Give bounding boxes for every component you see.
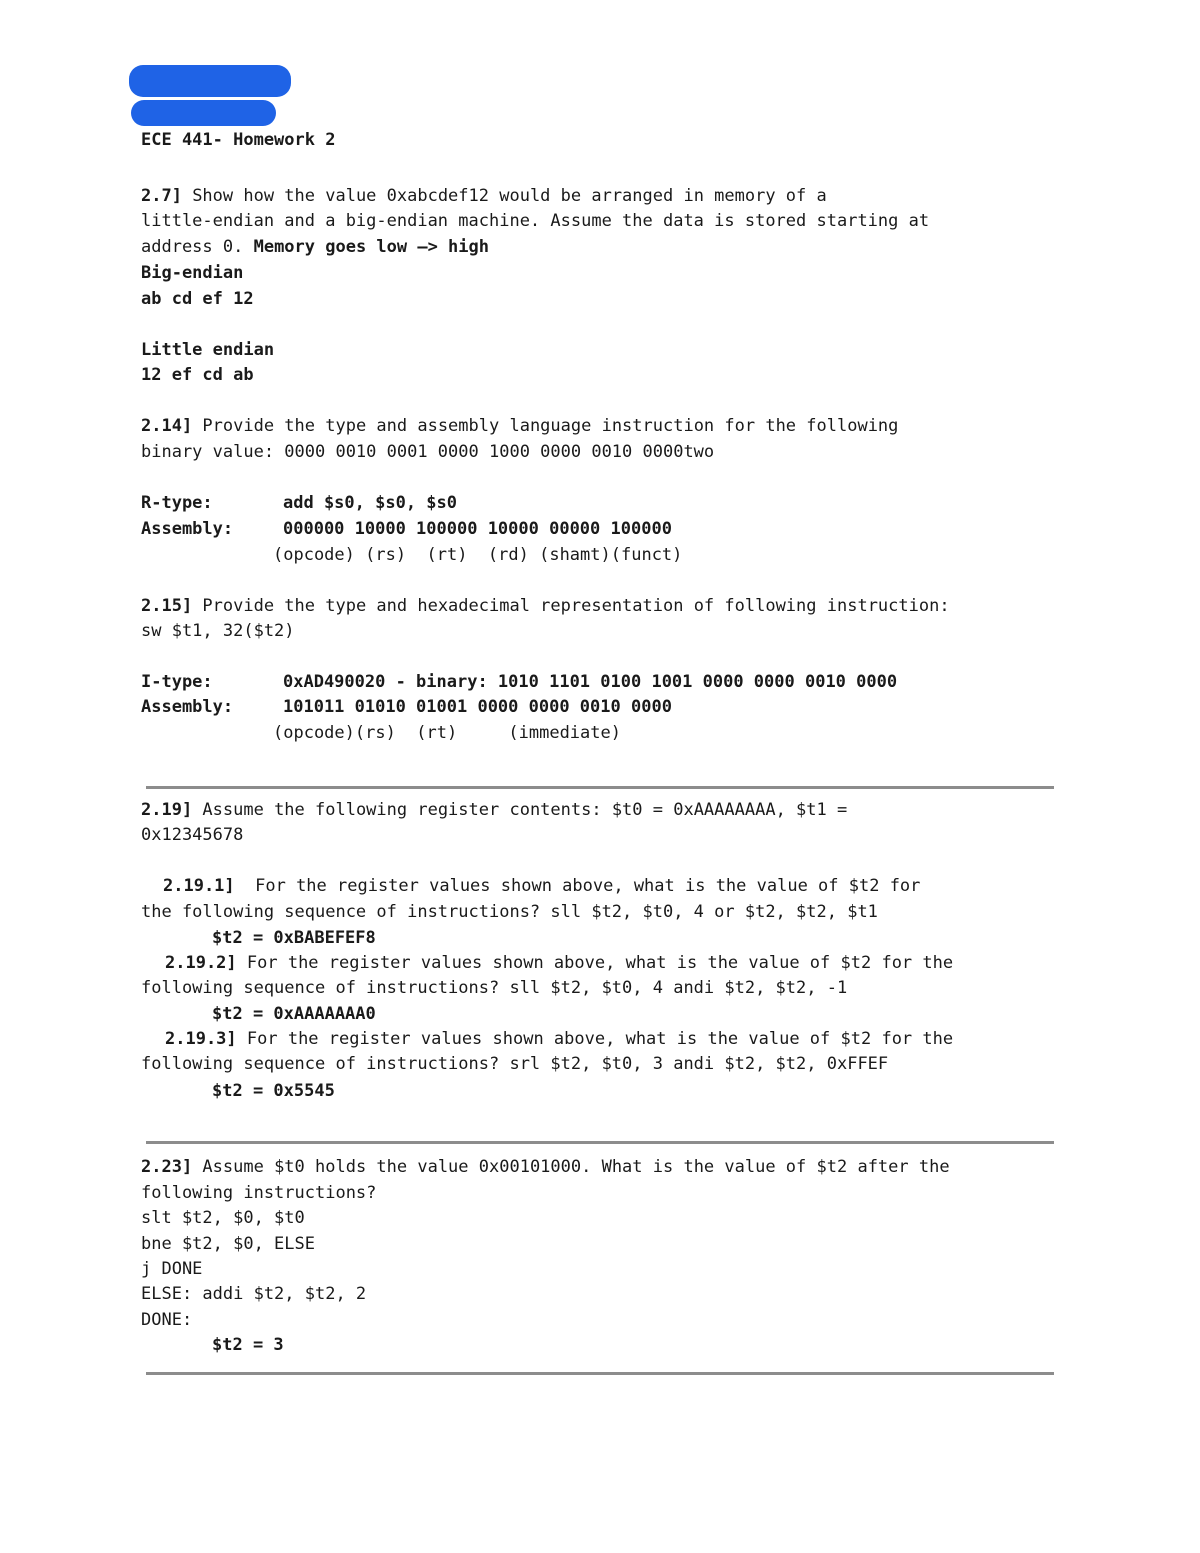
section-divider-1: [146, 786, 1054, 789]
q214-assembly-value: 000000 10000 100000 10000 00000 100000: [283, 519, 672, 539]
q219-text2: 0x12345678: [141, 825, 244, 845]
q223-answer: $t2 = 3: [212, 1335, 284, 1355]
q27-big-endian-label: Big-endian: [141, 263, 244, 283]
q223-line1: [141, 1156, 950, 1178]
q2191-answer: $t2 = 0xBABEFEF8: [212, 928, 376, 948]
q27-text1: Show how the value 0xabcdef12 would be arranged in memory of a: [181, 186, 827, 206]
q2191-number: 2.19.1]: [163, 876, 235, 896]
q27-big-endian-value: ab cd ef 12: [141, 289, 254, 309]
q223-code-line4: ELSE: addi $t2, $t2, 2: [141, 1284, 367, 1304]
q27-memory-note: Memory goes low –> high: [253, 237, 489, 257]
q215-assembly-label: Assembly:: [141, 697, 234, 717]
q214-line1: [141, 415, 898, 437]
q214-field-legend: (opcode) (rs) (rt) (rd) (shamt)(funct): [273, 545, 683, 565]
q27-text3: address 0.: [141, 237, 254, 257]
q215-text1: Provide the type and hexadecimal representation of following instruction:: [192, 596, 950, 616]
q27-line3: [141, 236, 489, 258]
q223-text1: Assume $t0 holds the value 0x00101000. What is the value of $t2 after the: [192, 1157, 950, 1177]
q27-line1: [141, 185, 827, 207]
q2192-line1: [165, 952, 953, 974]
q215-line1: [141, 595, 950, 617]
q214-number: 2.14]: [141, 416, 193, 436]
q2193-answer: $t2 = 0x5545: [212, 1081, 335, 1101]
redaction-mark-name: [129, 65, 291, 97]
section-divider-2: [146, 1141, 1054, 1144]
q215-text2: sw $t1, 32($t2): [141, 621, 295, 641]
q2193-text1: For the register values shown above, what is the value of $t2 for the: [236, 1029, 954, 1049]
q215-number: 2.15]: [141, 596, 193, 616]
q2192-text2: following sequence of instructions? sll $t2, $t0, 4 andi $t2, $t2, -1: [141, 978, 848, 998]
q2193-line1: [165, 1028, 953, 1050]
redaction-mark-id: [131, 100, 276, 126]
q2192-number: 2.19.2]: [165, 953, 237, 973]
q27-text2: little-endian and a big-endian machine. Assume the data is stored starting at: [141, 211, 930, 231]
q214-type-label: R-type:: [141, 493, 213, 513]
q214-text2: binary value: 0000 0010 0001 0000 1000 0000 0010 0000two: [141, 442, 715, 462]
q2191-line1: [163, 875, 920, 897]
q2191-text1: For the register values shown above, what is the value of $t2 for: [234, 876, 921, 896]
q223-code-line2: bne $t2, $0, ELSE: [141, 1234, 315, 1254]
q223-code-line1: slt $t2, $0, $t0: [141, 1208, 305, 1228]
q214-type-value: add $s0, $s0, $s0: [283, 493, 457, 513]
q215-assembly-value: 101011 01010 01001 0000 0000 0010 0000: [283, 697, 672, 717]
q219-text1: Assume the following register contents: $t0 = 0xAAAAAAAA, $t1 =: [192, 800, 848, 820]
q214-text1: Provide the type and assembly language instruction for the following: [192, 416, 899, 436]
doc-title: ECE 441- Homework 2: [141, 130, 336, 150]
q27-little-endian-value: 12 ef cd ab: [141, 365, 254, 385]
q215-field-legend: (opcode)(rs) (rt) (immediate): [273, 723, 621, 743]
q2192-text1: For the register values shown above, what is the value of $t2 for the: [236, 953, 954, 973]
q219-line1: [141, 799, 847, 821]
q2193-number: 2.19.3]: [165, 1029, 237, 1049]
q2192-answer: $t2 = 0xAAAAAAA0: [212, 1004, 376, 1024]
q27-number: 2.7]: [141, 186, 182, 206]
q215-type-value: 0xAD490020 - binary: 1010 1101 0100 1001 0000 0000 0010 0000: [283, 672, 898, 692]
q223-text2: following instructions?: [141, 1183, 377, 1203]
q223-number: 2.23]: [141, 1157, 193, 1177]
q215-type-label: I-type:: [141, 672, 213, 692]
q219-number: 2.19]: [141, 800, 193, 820]
q223-code-line5: DONE:: [141, 1310, 193, 1330]
q2193-text2: following sequence of instructions? srl $t2, $t0, 3 andi $t2, $t2, 0xFFEF: [141, 1054, 889, 1074]
q27-little-endian-label: Little endian: [141, 340, 275, 360]
q2191-text2: the following sequence of instructions? sll $t2, $t0, 4 or $t2, $t2, $t1: [141, 902, 878, 922]
q223-code-line3: j DONE: [141, 1259, 203, 1279]
q214-assembly-label: Assembly:: [141, 519, 234, 539]
section-divider-3: [146, 1372, 1054, 1375]
